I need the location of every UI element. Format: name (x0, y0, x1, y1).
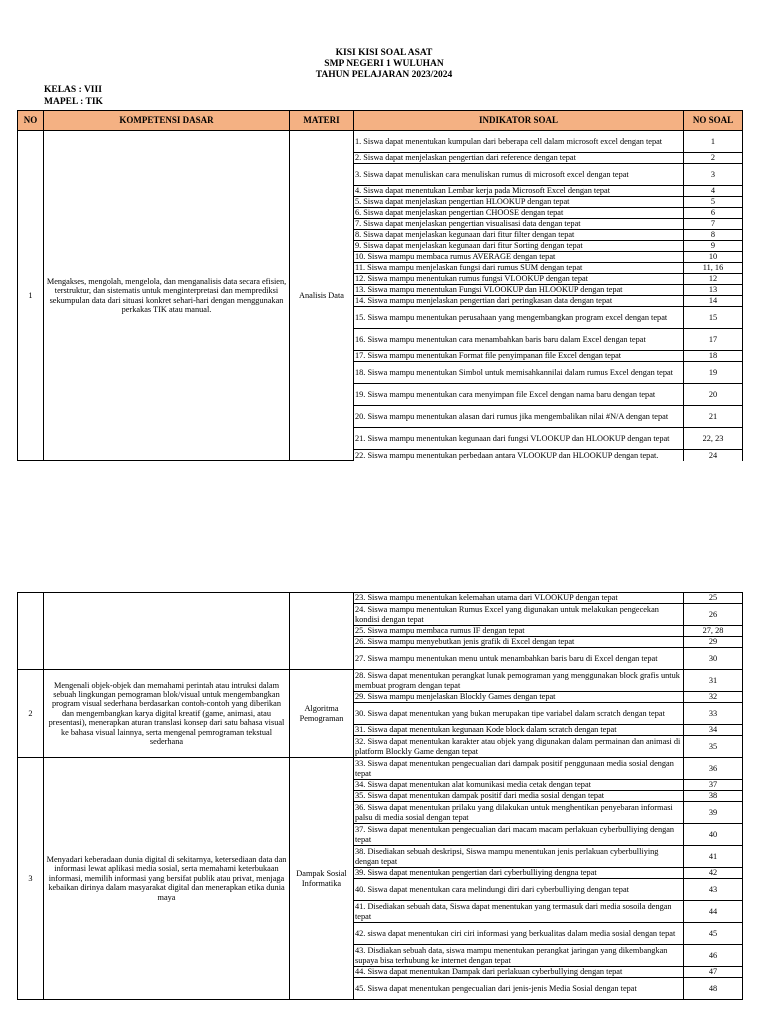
table-row (18, 758, 743, 780)
table-body-page2 (18, 593, 743, 1000)
table-row (18, 670, 743, 692)
no-soal-cell: 4 (684, 186, 743, 197)
materi-cell: Dampak Sosial Informatika (290, 758, 354, 1000)
indikator-cell: 14. Siswa mampu menjelaskan pengertian dari peringkasan data dengan tepat (354, 296, 684, 307)
no-soal-cell: 31 (684, 670, 743, 692)
indikator-cell: 36. Siswa dapat menentukan prilaku yang dilakukan untuk menghentikan penyebaran informasi palsu di media sosial dengan tepat (354, 802, 684, 824)
indikator-cell: 34. Siswa dapat menentukan alat komunikasi media cetak dengan tepat (354, 780, 684, 791)
no-soal-cell: 48 (684, 978, 743, 1000)
no-soal-cell: 34 (684, 725, 743, 736)
indikator-cell: 45. Siswa dapat menentukan pengecualian dari jenis-jenis Media Sosial dengan tepat (354, 978, 684, 1000)
kompetensi-dasar-cell: Mengakses, mengolah, mengelola, dan menganalisis data secara efisien, terstruktur, dan sistematis untuk menginterpretasi dan memprediksi sekumpulan data dari situasi konkret sehari-hari dengan menggunakan perkakas TIK atau manual. (44, 131, 290, 461)
indikator-cell: 21. Siswa mampu menentukan kegunaan dari fungsi VLOOKUP dan HLOOKUP dengan tepat (354, 428, 684, 450)
no-soal-cell: 12 (684, 274, 743, 285)
indikator-cell: 25. Siswa mampu membaca rumus IF dengan tepat (354, 626, 684, 637)
indikator-cell: 29. Siswa mampu menjelaskan Blockly Games dengan tepat (354, 692, 684, 703)
kompetensi-dasar-cell: Mengenali objek-objek dan memahami perintah atau intruksi dalam sebuah lingkungan pemograman blok/visual untuk mengembangkan program visual sederhana berdasarkan contoh-contoh yang diberikan dan mengembangkan karya digital kreatif (game, animasi, atau presentasi), menerapkan aturan translasi konsep dari satu bahasa visual ke bahasa visual lainnya, serta mengenal pemrograman tekstual sederhana (44, 670, 290, 758)
indikator-cell: 42. siswa dapat menentukan ciri ciri informasi yang berkualitas dalam media sosial dengan tepat (354, 923, 684, 945)
materi-cell (290, 593, 354, 670)
indikator-cell: 7. Siswa dapat menjelaskan pengertian visualisasi data dengan tepat (354, 219, 684, 230)
indikator-cell: 41. Disediakan sebuah data, Siswa dapat menentukan yang termasuk dari media sosoila dengan tepat (354, 901, 684, 923)
group-number (18, 593, 44, 670)
indikator-cell: 10. Siswa mampu membaca rumus AVERAGE dengan tepat (354, 252, 684, 263)
indikator-cell: 2. Siswa dapat menjelaskan pengertian dari reference dengan tepat (354, 153, 684, 164)
no-soal-cell: 40 (684, 824, 743, 846)
no-soal-cell: 3 (684, 164, 743, 186)
indikator-cell: 1. Siswa dapat menentukan kumpulan dari beberapa cell dalam microsoft excel dengan tepat (354, 131, 684, 153)
no-soal-cell: 45 (684, 923, 743, 945)
col-header-no-soal: NO SOAL (684, 111, 743, 131)
meta-kelas: KELAS : VIII (44, 85, 102, 95)
no-soal-cell: 41 (684, 846, 743, 868)
indikator-cell: 35. Siswa dapat menentukan dampak positif dari media sosial dengan tepat (354, 791, 684, 802)
no-soal-cell: 26 (684, 604, 743, 626)
indikator-cell: 6. Siswa dapat menjelaskan pengertian CHOOSE dengan tepat (354, 208, 684, 219)
table-header-row (18, 111, 743, 131)
no-soal-cell: 46 (684, 945, 743, 967)
no-soal-cell: 15 (684, 307, 743, 329)
indikator-cell: 18. Siswa mampu menentukan Simbol untuk memisahkannilai dalam rumus Excel dengan tepat (354, 362, 684, 384)
table-body-page1 (18, 131, 743, 461)
no-soal-cell: 22, 23 (684, 428, 743, 450)
indikator-cell: 24. Siswa mampu menentukan Rumus Excel yang digunakan untuk melakukan pengecekan kondisi dengan tepat (354, 604, 684, 626)
no-soal-cell: 25 (684, 593, 743, 604)
no-soal-cell: 43 (684, 879, 743, 901)
no-soal-cell: 8 (684, 230, 743, 241)
indikator-cell: 15. Siswa mampu menentukan perusahaan yang mengembangkan program excel dengan tepat (354, 307, 684, 329)
indikator-cell: 40. Siswa dapat menentukan cara melindungi diri dari cyberbulliying dengan tepat (354, 879, 684, 901)
no-soal-cell: 47 (684, 967, 743, 978)
indikator-cell: 19. Siswa mampu menentukan cara menyimpan file Excel dengan nama baru dengan tepat (354, 384, 684, 406)
no-soal-cell: 32 (684, 692, 743, 703)
col-header-kd: KOMPETENSI DASAR (44, 111, 290, 131)
indikator-cell: 17. Siswa mampu menentukan Format file penyimpanan file Excel dengan tepat (354, 351, 684, 362)
no-soal-cell: 10 (684, 252, 743, 263)
no-soal-cell: 2 (684, 153, 743, 164)
no-soal-cell: 33 (684, 703, 743, 725)
indikator-cell: 16. Siswa mampu menentukan cara menambahkan baris baru dalam Excel dengan tepat (354, 329, 684, 351)
indikator-cell: 9. Siswa dapat menjelaskan kegunaan dari fitur Sorting dengan tepat (354, 241, 684, 252)
indikator-cell: 31. Siswa dapat menentukan kegunaan Kode block dalam scratch dengan tepat (354, 725, 684, 736)
indikator-cell: 5. Siswa dapat menjelaskan pengertian HLOOKUP dengan tepat (354, 197, 684, 208)
kisi-table-page2 (17, 592, 743, 1000)
indikator-cell: 13. Siswa mampu menentukan Fungsi VLOOKUP dan HLOOKUP dengan tepat (354, 285, 684, 296)
kompetensi-dasar-cell (44, 593, 290, 670)
no-soal-cell: 39 (684, 802, 743, 824)
no-soal-cell: 29 (684, 637, 743, 648)
kompetensi-dasar-cell: Menyadari keberadaan dunia digital di sekitarnya, ketersediaan data dan informasi lewat aplikasi media sosial, serta memahami keterbukaan informasi, memilih informasi yang bersifat publik atau privat, menjaga kebaikan dirinya dalam masyarakat digital dan menerapkan etika dunia maya (44, 758, 290, 1000)
no-soal-cell: 14 (684, 296, 743, 307)
no-soal-cell: 9 (684, 241, 743, 252)
group-number: 3 (18, 758, 44, 1000)
no-soal-cell: 37 (684, 780, 743, 791)
indikator-cell: 33. Siswa dapat menentukan pengecualian dari dampak positif penggunaan media sosial dengan tepat (354, 758, 684, 780)
kisi-table-page1 (17, 110, 743, 461)
materi-cell: Analisis Data (290, 131, 354, 461)
meta-mapel: MAPEL : TIK (44, 97, 103, 107)
indikator-cell: 38. Disediakan sebuah deskripsi, Siswa mampu menentukan jenis perlakuan cyberbulliying dengan tepat (354, 846, 684, 868)
indikator-cell: 28. Siswa dapat menentukan perangkat lunak pemograman yang menggunakan block grafis untuk membuat program dengan tepat (354, 670, 684, 692)
indikator-cell: 37. Siswa dapat menentukan pengecualian dari macam macam perlakuan cyberbulliying dengan tepat (354, 824, 684, 846)
no-soal-cell: 20 (684, 384, 743, 406)
no-soal-cell: 30 (684, 648, 743, 670)
doc-title-line1: KISI KISI SOAL ASAT (335, 48, 433, 58)
no-soal-cell: 18 (684, 351, 743, 362)
indikator-cell: 23. Siswa mampu menentukan kelemahan utama dari VLOOKUP dengan tepat (354, 593, 684, 604)
no-soal-cell: 36 (684, 758, 743, 780)
indikator-cell: 32. Siswa dapat menentukan karakter atau objek yang digunakan dalam permainan dan animasi di platform Blockly Game dengan tepat (354, 736, 684, 758)
no-soal-cell: 7 (684, 219, 743, 230)
no-soal-cell: 6 (684, 208, 743, 219)
indikator-cell: 26. Siswa mampu menyebutkan jenis grafik di Excel dengan tepat (354, 637, 684, 648)
no-soal-cell: 1 (684, 131, 743, 153)
materi-cell: Algoritma Pemograman (290, 670, 354, 758)
no-soal-cell: 42 (684, 868, 743, 879)
no-soal-cell: 44 (684, 901, 743, 923)
indikator-cell: 27. Siswa mampu menentukan menu untuk menambahkan baris baru di Excel dengan tepat (354, 648, 684, 670)
no-soal-cell: 21 (684, 406, 743, 428)
no-soal-cell: 35 (684, 736, 743, 758)
no-soal-cell: 27, 28 (684, 626, 743, 637)
indikator-cell: 44. Siswa dapat menentukan Dampak dari perlakuan cyberbullying dengan tepat (354, 967, 684, 978)
no-soal-cell: 19 (684, 362, 743, 384)
table-row (18, 593, 743, 604)
indikator-cell: 12. Siswa mampu menentukan rumus fungsi VLOOKUP dengan tepat (354, 274, 684, 285)
indikator-cell: 4. Siswa dapat menentukan Lembar kerja pada Microsoft Excel dengan tepat (354, 186, 684, 197)
indikator-cell: 11. Siswa mampu menjelaskan fungsi dari rumus SUM dengan tepat (354, 263, 684, 274)
col-header-materi: MATERI (290, 111, 354, 131)
indikator-cell: 22. Siswa mampu menentukan perbedaan antara VLOOKUP dan HLOOKUP dengan tepat. (354, 450, 684, 461)
indikator-cell: 30. Siswa dapat menentukan yang bukan merupakan tipe variabel dalam scratch dengan tepat (354, 703, 684, 725)
no-soal-cell: 13 (684, 285, 743, 296)
no-soal-cell: 5 (684, 197, 743, 208)
group-number: 2 (18, 670, 44, 758)
indikator-cell: 20. Siswa mampu menentukan alasan dari rumus jika mengembalikan nilai #N/A dengan tepat (354, 406, 684, 428)
doc-title-year: TAHUN PELAJARAN 2023/2024 (315, 70, 453, 80)
group-number: 1 (18, 131, 44, 461)
no-soal-cell: 11, 16 (684, 263, 743, 274)
no-soal-cell: 17 (684, 329, 743, 351)
indikator-cell: 8. Siswa dapat menjelaskan kegunaan dari fitur filter dengan tepat (354, 230, 684, 241)
indikator-cell: 43. Disdiakan sebuah data, siswa mampu menentukan perangkat jaringan yang dikembangkan supaya bisa terhubung ke internet dengan tepat (354, 945, 684, 967)
doc-title-school: SMP NEGERI 1 WULUHAN (324, 59, 444, 69)
indikator-cell: 3. Siswa dapat menuliskan cara menuliskan rumus di microsoft excel dengan tepat (354, 164, 684, 186)
no-soal-cell: 24 (684, 450, 743, 461)
col-header-indikator: INDIKATOR SOAL (354, 111, 684, 131)
col-header-no: NO (18, 111, 44, 131)
indikator-cell: 39. Siswa dapat menentukan pengertian dari cyberbulliying dengna tepat (354, 868, 684, 879)
table-row (18, 131, 743, 153)
no-soal-cell: 38 (684, 791, 743, 802)
